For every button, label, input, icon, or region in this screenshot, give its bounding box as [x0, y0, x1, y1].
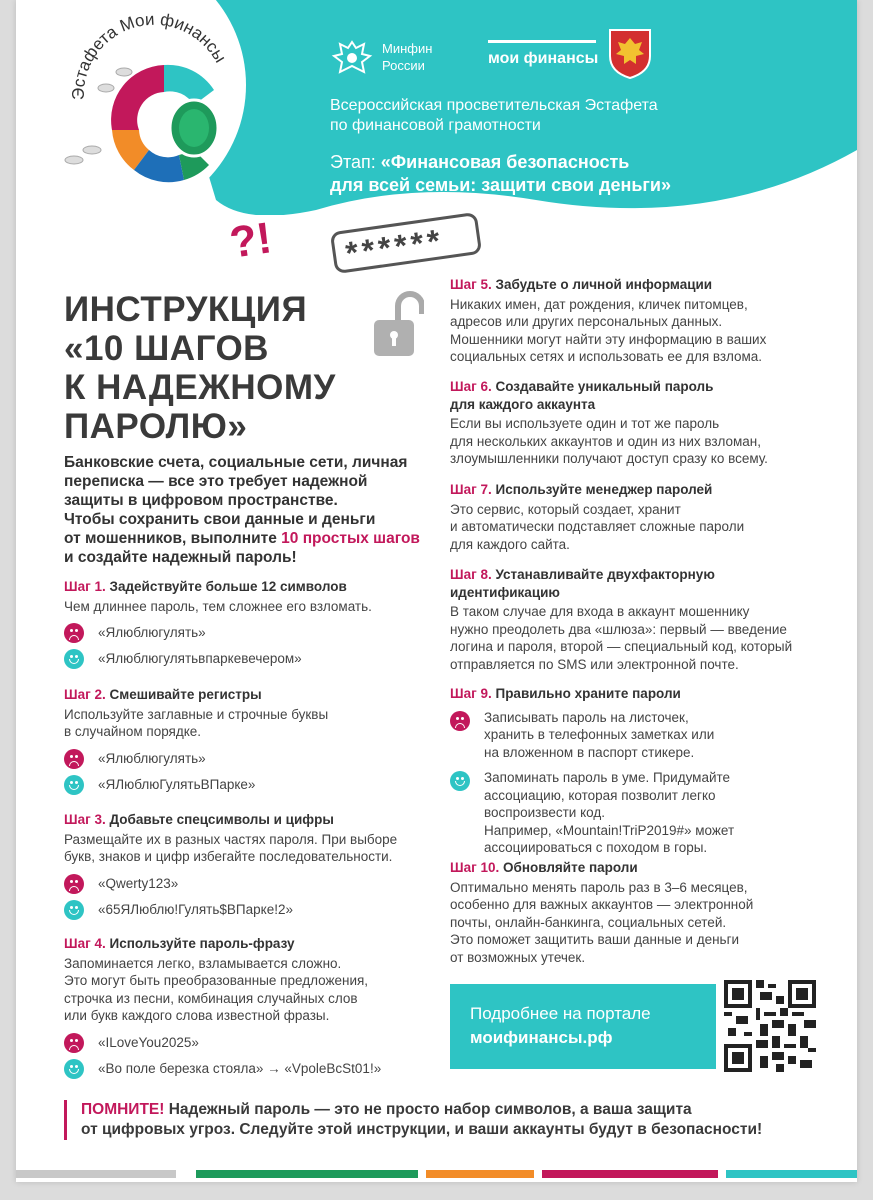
step-5-heading [450, 276, 830, 294]
step-7 [450, 481, 830, 553]
step-1-bad-example [64, 623, 444, 643]
step-6-heading [450, 378, 830, 396]
step-4-bad-example [64, 1033, 454, 1053]
step-8-heading [450, 566, 840, 584]
step-9-bad2: хранить в телефонных заметках или [484, 727, 715, 742]
relay-line2: по финансовой грамотности [330, 117, 541, 134]
relay-logo [44, 10, 254, 200]
step-10-text3: почты, онлайн-банкинга, социальных сетей. [450, 914, 727, 930]
title-line1: ИНСТРУКЦИЯ [64, 290, 308, 329]
stripe-teal [726, 1170, 857, 1178]
minfin-emblem-icon [330, 36, 374, 80]
stage-line1 [330, 151, 629, 173]
step-4-bad: «ILoveYou2025» [98, 1034, 199, 1050]
relay-line1: Всероссийская просветительская Эстафета [330, 97, 658, 114]
step-4-text1: Запоминается легко, взламывается сложно. [64, 955, 342, 971]
step-10-text4: Это поможет защитить ваши данные и деньги [450, 932, 740, 947]
stage-title-line2: для всей семьи: защити свои деньги» [330, 175, 671, 195]
step-5-text3: Мошенники могут найти эту информацию в ваших [450, 331, 767, 347]
step-4-text2: Это могут быть преобразованные предложения, [64, 973, 369, 988]
stripe-crimson [542, 1170, 718, 1178]
step-2-text1: Используйте заглавные и строчные буквы [64, 706, 329, 722]
step-2-bad-example [64, 749, 444, 769]
remember-text1: Надежный пароль — это не просто набор символов, а ваша защита [164, 1101, 692, 1118]
sad-face-icon [64, 874, 84, 894]
question-mark-icon: ?! [226, 213, 275, 268]
title-line3: К НАДЕЖНОМУ [64, 368, 336, 407]
step-6-title1: Создавайте уникальный пароль [495, 379, 714, 394]
step-6 [450, 378, 830, 468]
open-padlock-icon [368, 290, 424, 360]
sad-face-icon [64, 623, 84, 643]
step-7-text3: для каждого сайта. [450, 536, 570, 552]
minfin-line2: России [382, 58, 425, 73]
happy-face-icon [64, 775, 84, 795]
step-9-good2: ассоциацию, которая позволит легко [484, 787, 716, 803]
remember-note [64, 1100, 841, 1140]
remember-line1 [81, 1100, 841, 1120]
step-5-text4: социальных сетях и использовать ее для взлома. [450, 349, 763, 364]
step-4-num: Шаг 4. [64, 936, 106, 951]
step-5-title: Забудьте о личной информации [495, 277, 713, 292]
step-1-num: Шаг 1. [64, 579, 106, 594]
step-5-text2: адресов или других персональных данных. [450, 314, 723, 329]
intro-line2: переписка — все это требует надежной [64, 473, 368, 490]
step-8 [450, 566, 840, 673]
step-4 [64, 935, 454, 1079]
step-8-text1: В таком случае для входа в аккаунт мошеннику [450, 604, 750, 619]
happy-face-icon [64, 1059, 84, 1079]
title-line4: ПАРОЛЮ» [64, 407, 248, 446]
stage-label: Этап: [330, 152, 376, 172]
step-9-heading [450, 685, 840, 703]
step-5 [450, 276, 830, 366]
step-2 [64, 686, 444, 795]
step-8-num: Шаг 8. [450, 567, 492, 582]
stripe-gray [16, 1170, 176, 1178]
password-field-icon [330, 212, 482, 274]
sad-face-icon [64, 1033, 84, 1053]
step-1-heading [64, 578, 444, 596]
step-9-bad-example [450, 709, 840, 762]
intro-line1: Банковские счета, социальные сети, личная [64, 454, 408, 471]
step-1-title: Задействуйте больше 12 символов [109, 579, 347, 594]
step-7-text1: Это сервис, который создает, хранит [450, 501, 681, 517]
step-7-text2: и автоматически подставляет сложные пароли [450, 519, 745, 534]
step-4-title: Используйте пароль-фразу [109, 936, 295, 951]
step-4-good: «Во поле березка стояла» → «VpoleBcSt01!» [98, 1060, 382, 1076]
portal-line1: Подробнее на портале [470, 1004, 651, 1023]
step-10-text2: особенно для важных аккаунтов — электронной [450, 897, 754, 912]
step-10-title: Обновляйте пароли [502, 860, 638, 875]
step-2-num: Шаг 2. [64, 687, 106, 702]
page-title [64, 290, 336, 446]
step-10-text5: от возможных утечек. [450, 949, 586, 965]
step-8-text2: нужно преодолеть два «шлюза»: первый — введение [450, 621, 787, 637]
step-6-text3: злоумышленники получают доступ сразу ко всему. [450, 451, 768, 466]
minfin-line1: Минфин [382, 41, 433, 56]
step-9 [450, 685, 840, 857]
step-1-good-example [64, 649, 444, 669]
step-9-bad1: Записывать пароль на листочек, [484, 709, 689, 725]
step-9-good1: Запоминать пароль в уме. Придумайте [484, 770, 731, 785]
step-7-num: Шаг 7. [450, 482, 492, 497]
step-2-heading [64, 686, 444, 704]
step-3-bad-example [64, 874, 444, 894]
portal-link[interactable]: моифинансы.рф [470, 1028, 613, 1047]
sad-face-icon [64, 749, 84, 769]
step-4-heading [64, 935, 454, 953]
step-3-num: Шаг 3. [64, 812, 106, 827]
step-9-good3: воспроизвести код. [484, 805, 605, 820]
step-4-good-example [64, 1059, 454, 1079]
step-6-num: Шаг 6. [450, 379, 492, 394]
stripe-green [196, 1170, 418, 1178]
step-10-heading [450, 859, 840, 877]
intro-line3: защиты в цифровом пространстве. [64, 492, 338, 509]
happy-face-icon [64, 649, 84, 669]
step-2-good: «ЯЛюблюГулятьВПарке» [98, 776, 256, 792]
happy-face-icon [450, 771, 470, 791]
step-7-heading [450, 481, 830, 499]
password-mask: ****** [343, 221, 447, 272]
step-9-title: Правильно храните пароли [495, 686, 681, 701]
step-9-num: Шаг 9. [450, 686, 492, 701]
step-3-bad: «Qwerty123» [98, 875, 179, 891]
qr-code-icon[interactable] [724, 980, 816, 1072]
step-2-bad: «Ялюблюгулять» [98, 750, 206, 766]
step-5-num: Шаг 5. [450, 277, 492, 292]
remember-label: ПОМНИТЕ! [81, 1101, 165, 1118]
step-1-bad: «Ялюблюгулять» [98, 625, 206, 641]
intro-line6: и создайте надежный пароль! [64, 549, 297, 566]
step-9-good4: Например, «Mountain!TriP2019#» может [484, 822, 735, 838]
step-1 [64, 578, 444, 669]
step-8-title1: Устанавливайте двухфакторную [495, 567, 715, 582]
intro-highlight: 10 простых шагов [281, 530, 420, 547]
coat-of-arms-icon [606, 26, 654, 80]
step-1-good: «Ялюблюгулятьвпаркевечером» [98, 651, 302, 667]
intro-line5-a: от мошенников, выполните [64, 530, 282, 547]
step-10-num: Шаг 10. [450, 860, 500, 875]
step-6-text2: для нескольких аккаунтов и один из них взломан, [450, 433, 761, 449]
happy-face-icon [64, 900, 84, 920]
step-2-title: Смешивайте регистры [109, 687, 262, 702]
step-3 [64, 811, 444, 920]
moifin-logo-bar [488, 40, 596, 43]
step-8-text3: логина и пароля, второй — специальный код, который [450, 639, 793, 654]
sad-face-icon [450, 711, 470, 731]
stripe-orange [426, 1170, 534, 1178]
step-4-text4: или букв каждого слова известной фразы. [64, 1008, 330, 1023]
step-4-text3: строчка из песни, комбинация случайных слов [64, 990, 358, 1006]
step-3-text1: Размещайте их в разных частях пароля. При выборе [64, 831, 398, 847]
step-5-text1: Никаких имен, дат рождения, кличек питомцев, [450, 296, 748, 312]
stage-title-line1: «Финансовая безопасность [380, 152, 630, 172]
step-3-heading [64, 811, 444, 829]
step-1-text: Чем длиннее пароль, тем сложнее его взломать. [64, 598, 372, 614]
step-9-good5: ассоциироваться с походом в горы. [484, 840, 708, 855]
step-8-text4: отправляется по SMS или электронной почте. [450, 656, 739, 672]
step-8-title2: идентификацию [450, 584, 560, 600]
step-6-text1: Если вы используете один и тот же пароль [450, 416, 720, 431]
step-9-good-example [450, 769, 840, 857]
step-2-good-example [64, 775, 444, 795]
step-3-title: Добавьте спецсимволы и цифры [109, 812, 334, 827]
relay-logo-text: Эстафета Мои финансы [68, 10, 231, 101]
remember-text2: от цифровых угроз. Следуйте этой инструкции, и ваши аккаунты будут в безопасности! [81, 1121, 763, 1138]
step-9-bad3: на вложенном в паспорт стикере. [484, 744, 695, 760]
step-10-text1: Оптимально менять пароль раз в 3–6 месяцев, [450, 879, 748, 895]
poster [16, 0, 857, 1182]
step-3-good-example [64, 900, 444, 920]
intro-line4: Чтобы сохранить свои данные и деньги [64, 511, 376, 528]
intro-line5 [64, 529, 444, 548]
moifin-logo: мои финансы [488, 50, 599, 67]
step-3-text2: букв, знаков и цифр избегайте последовательности. [64, 849, 393, 864]
step-2-text2: в случайном порядке. [64, 724, 202, 739]
title-line2: «10 ШАГОВ [64, 329, 269, 368]
step-6-title2: для каждого аккаунта [450, 396, 596, 412]
step-7-title: Используйте менеджер паролей [495, 482, 713, 497]
intro-text [64, 453, 444, 567]
step-10 [450, 859, 840, 966]
step-3-good: «65ЯЛюблю!Гулять$ВПарке!2» [98, 901, 293, 917]
portal-banner[interactable] [450, 984, 716, 1069]
